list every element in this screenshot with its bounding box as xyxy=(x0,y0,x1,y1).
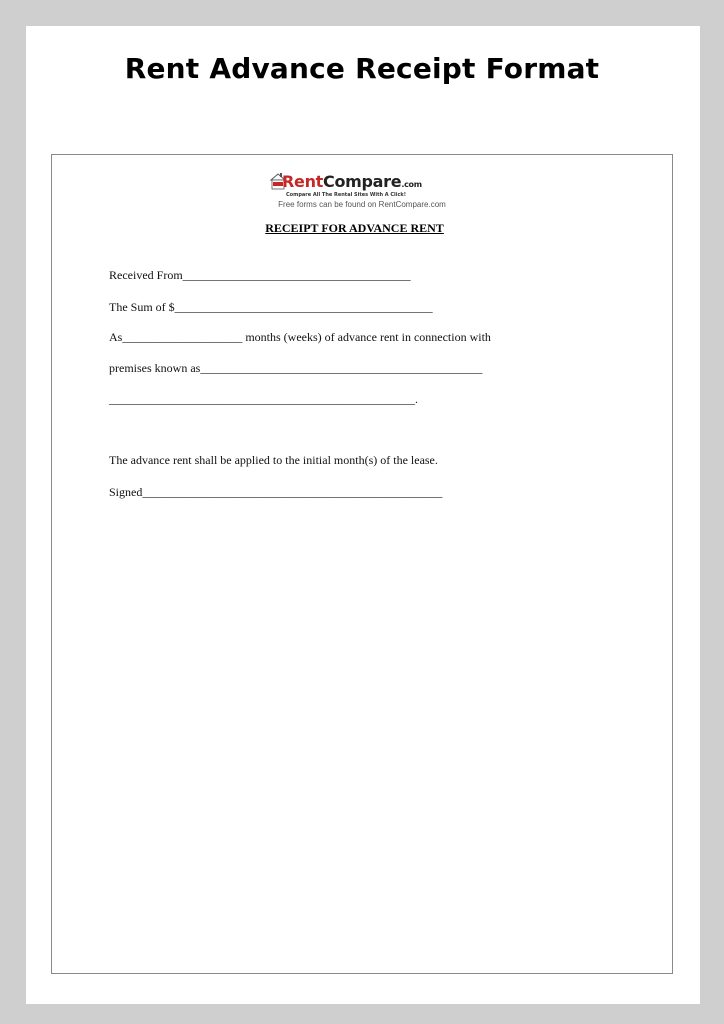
application-statement: The advance rent shall be applied to the initial month(s) of the lease. xyxy=(109,453,438,467)
receipt-heading: RECEIPT FOR ADVANCE RENT xyxy=(265,221,444,235)
received-from-line: Received From______________________________________ xyxy=(109,268,411,282)
rentcompare-logo xyxy=(270,168,430,200)
receipt-form xyxy=(51,154,673,974)
logo-name-prefix: Rent xyxy=(282,172,324,191)
premises-continuation-line: ___________________________________________________. xyxy=(109,392,418,406)
premises-line: premises known as_______________________________________________ xyxy=(109,361,483,375)
sum-line: The Sum of $___________________________________________ xyxy=(109,300,433,314)
advance-months-line: As____________________ months (weeks) of advance rent in connection with xyxy=(109,330,491,344)
page-title: Rent Advance Receipt Format xyxy=(124,52,600,85)
free-forms-note: Free forms can be found on RentCompare.com xyxy=(278,200,446,209)
logo-name-main: Compare xyxy=(323,172,402,191)
logo-tld: .com xyxy=(401,180,422,189)
logo-wordmark xyxy=(282,172,422,191)
logo-tagline: Compare All The Rental Sites With A Click! xyxy=(286,192,407,198)
signed-line: Signed__________________________________________________ xyxy=(109,485,443,499)
